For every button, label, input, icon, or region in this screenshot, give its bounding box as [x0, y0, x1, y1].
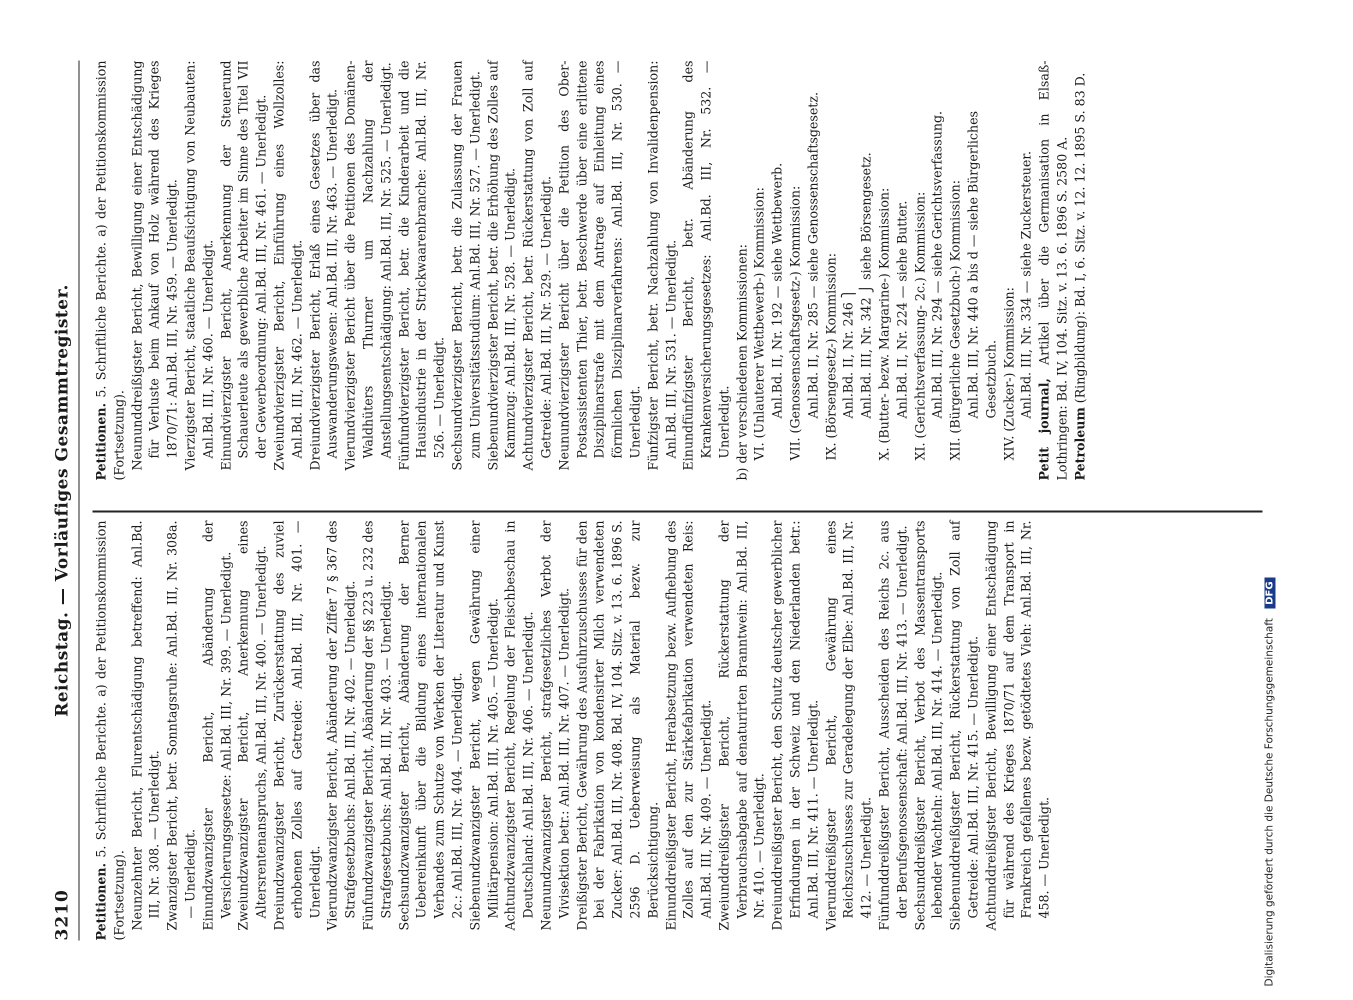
- index-entry: Zweiunddreißigster Bericht, Rückerstattung der Verbrauchsabgabe auf denaturirten Branntwein: Anl.Bd. III, Nr. 410. — Unerledigt.: [715, 520, 767, 930]
- index-entry: Sechsunddreißigster Bericht, Verbot des Massentransports lebender Wachteln: Anl.Bd. III, Nr. 414. — Unerledigt.: [911, 520, 945, 930]
- index-entry: Dreiunddreißigster Bericht, den Schutz deutscher gewerblicher Erfindungen in der Schweiz und den Niederlanden betr.: Anl.Bd. III, Nr. 411. — Unerledigt.: [769, 520, 820, 930]
- commission-label: XII. (Bürgerliche Gesetzbuch-) Kommission:: [947, 179, 963, 460]
- right-column: [92, 60, 1262, 480]
- right-lead-keyword: Petitionen.: [93, 402, 108, 480]
- commission-reference: Anl.Bd. III, Nr. 294 — siehe Gerichtsverfassung.: [929, 110, 945, 418]
- commission-label: X. (Butter- bezw. Margarine-) Kommission:: [876, 187, 892, 460]
- commission-reference: Anl.Bd. II, Nr. 246 ⎫: [840, 288, 856, 418]
- page-title: Reichstag. — Vorläufiges Gesammtregister.: [52, 283, 72, 717]
- commission-reference: Anl.Bd. II, Nr. 192 — siehe Wettbewerb.: [769, 162, 785, 418]
- commission-label: IX. (Börsengesetz-) Kommission:: [822, 252, 838, 460]
- commission-label: XIV. (Zucker-) Kommission:: [1000, 286, 1016, 460]
- petit-journal-keyword: Petit journal,: [1036, 377, 1052, 480]
- commission-reference: Anl.Bd. II, Nr. 224 — siehe Butter.: [893, 200, 909, 418]
- petroleum-entry: [1071, 60, 1089, 480]
- index-entry: Vierunddreißigster Bericht, Gewährung eines Reichszuschusses zur Geradelegung der Elbe: Anl.Bd. III, Nr. 412. — Unerledigt.: [822, 520, 874, 930]
- commission-item: [946, 60, 999, 480]
- commission-label: VI. (Unlauterer Wettbewerb-) Kommission:: [751, 186, 767, 460]
- right-lead: [92, 60, 128, 480]
- petroleum-keyword: Petroleum: [1071, 406, 1087, 480]
- column-divider: [92, 511, 1262, 513]
- index-entry: Einunddreißigster Bericht, Herabsetzung bezw. Aufhebung des Zolles auf den zur Stärkefabrikation verwendeten Reis: Anl.Bd. III, Nr. 409. — Unerledigt.: [662, 520, 714, 930]
- index-entry: Siebenundvierzigster Bericht, betr. die Erhöhung des Zolles auf Kammzug: Anl.Bd. III, Nr. 528. — Unerledigt.: [484, 60, 518, 470]
- index-entry: Fünfundvierzigster Bericht, betr. die Kinderarbeit und die Hausindustrie in der Strickwaarenbranche: Anl.Bd. III, Nr. 526. — Unerledigt.: [395, 60, 447, 470]
- index-entry: Vierundvierzigster Bericht über die Petitionen des Domänen-Waldhüters Thurner um Nachzahlung der Anstellungsentschädigung: Anl.Bd. III, Nr. 525. — Unerledigt.: [342, 60, 393, 470]
- dfg-note-text: Digitalisierung gefördert durch die Deutsche Forschungsgemeinschaft: [1263, 617, 1275, 986]
- commission-item: [822, 60, 875, 480]
- right-lead-text: 5. Schriftliche Berichte. a) der Petitionskommission (Fortsetzung).: [93, 60, 126, 480]
- index-entry: Vierzigster Bericht, staatliche Beaufsichtigung von Neubauten: Anl.Bd. III, Nr. 460. — Unerledigt.: [181, 60, 215, 470]
- commission-reference: Anl.Bd. III, Nr. 334 — siehe Zuckersteuer.: [1018, 150, 1034, 418]
- index-entry: Siebenunddreißigster Bericht, Rückerstattung von Zoll auf Getreide: Anl.Bd. III, Nr. 415. — Unerledigt.: [947, 520, 981, 930]
- index-entry: Dreiundzwanzigster Bericht, Zurückerstattung des zuviel erhobenen Zolles auf Getreide: Anl.Bd. III, Nr. 401. — Unerledigt.: [270, 520, 322, 930]
- index-entry: Fünfzigster Bericht, betr. Nachzahlung von Invalidenpension: Anl.Bd. III, Nr. 531. — Unerledigt.: [644, 60, 678, 470]
- page-number: 3210: [52, 888, 72, 940]
- petit-journal-entry: [1035, 60, 1071, 480]
- right-entries-list: [128, 60, 733, 480]
- commission-item: [1000, 60, 1036, 480]
- index-entry: Sechsundvierzigster Bericht, betr. die Zulassung der Frauen zum Universitätsstudium: Anl.Bd. III, Nr. 527. — Unerledigt.: [448, 60, 482, 470]
- commissions-list: [750, 60, 1035, 480]
- index-entry: Zweiundvierzigster Bericht, Einführung eines Wollzolles: Anl.Bd. III, Nr. 462. — Unerledigt.: [270, 60, 304, 470]
- petit-journal-text: Artikel über die Germanisation in Elsaß-Lothringen: Bd. IV, 104. Sitz. v. 13. 6. 1896 S. 2580 A.: [1036, 60, 1070, 480]
- commission-reference: Anl.Bd. III, Nr. 342 ⎭ siehe Börsengesetz.: [858, 151, 874, 418]
- left-lead: [92, 520, 128, 940]
- index-entry: Einundvierzigster Bericht, Anerkennung der Steuerund Schauerleute als gewerbliche Arbeiter im Sinne des Titel VII der Gewerbeordnung: Anl.Bd. III, Nr. 461. — Unerledigt.: [217, 60, 269, 470]
- commission-item: [875, 60, 911, 480]
- index-entry: Neunzehnter Bericht, Flurentschädigung betreffend: Anl.Bd. III, Nr. 308. — Unerledigt.: [128, 520, 162, 930]
- index-entry: Neununddreißigster Bericht, Bewilligung einer Entschädigung für Verluste beim Ankauf von Holz während des Krieges 1870/71: Anl.Bd. III, Nr. 459. — Unerledigt.: [128, 60, 180, 470]
- page-header: [52, 60, 79, 940]
- commission-reference: Anl.Bd. II, Nr. 285 — siehe Genossenschaftsgesetz.: [804, 91, 820, 418]
- index-entry: Achtunddreißigster Bericht, Bewilligung einer Entschädigung für während des Krieges 1870/71 auf dem Transport in Frankreich gefallenes bezw. getödtetes Vieh: Anl.Bd. III, Nr. 458. — Unerledigt.: [982, 520, 1052, 930]
- petroleum-text: (Ringbildung): Bd. I, 6. Sitz. v. 12. 12. 1895 S. 83 D.: [1071, 72, 1087, 407]
- index-entry: Achtundzwanzigster Bericht, Regelung der Fleischbeschau in Deutschland: Anl.Bd. III, Nr. 406. — Unerledigt.: [502, 520, 536, 930]
- dfg-logo-icon: DFG: [1264, 577, 1275, 608]
- index-entry: Fünfunddreißigster Bericht, Ausscheiden des Reichs 2c. aus der Berufsgenossenschaft: Anl.Bd. III, Nr. 413. — Unerledigt.: [876, 520, 909, 930]
- index-entry: Neunundzwanzigster Bericht, strafgesetzliches Verbot der Vivisektion betr.: Anl.Bd. III, Nr. 407. — Unerledigt.: [537, 520, 571, 930]
- index-entry: Vierundzwanzigster Bericht, Abänderung der Ziffer 7 § 367 des Strafgesetzbuchs: Anl.Bd. III, Nr. 402. — Unerledigt.: [324, 520, 358, 930]
- index-entry: Zweiundzwanzigster Bericht, Anerkennung eines Altersrentenanspruchs, Anl.Bd. III, Nr. 400. — Unerledigt.: [235, 520, 269, 930]
- commission-item: [786, 60, 822, 480]
- commission-reference: Anl.Bd. III, Nr. 440 a bis d — siehe Bürgerliches Gesetzbuch.: [965, 110, 998, 418]
- left-lead-text: 5. Schriftliche Berichte. a) der Petitionskommission (Fortsetzung).: [93, 520, 126, 940]
- index-entry: Achtundvierzigster Bericht, betr. Rückerstattung von Zoll auf Getreide: Anl.Bd. III, Nr. 529. — Unerledigt.: [520, 60, 553, 470]
- index-entry: Sechsundzwanzigster Bericht, Abänderung der Berner Uebereinkunft über die Bildung eines internationalen Verbandes zum Schutze von Werken der Literatur und Kunst 2c.: Anl.Bd. III, Nr. 404. — Unerledigt.: [395, 520, 464, 930]
- index-entry: Fünfundzwanzigster Bericht, Abänderung der §§ 223 u. 232 des Strafgesetzbuchs: Anl.Bd. III, Nr. 403. — Unerledigt.: [359, 520, 393, 930]
- index-entry: Einundzwanzigster Bericht, Abänderung der Versicherungsgesetze: Anl.Bd. III, Nr. 399. — Unerledigt.: [199, 520, 233, 930]
- commission-label: VII. (Genossenschaftsgesetz-) Kommission:: [787, 185, 803, 460]
- commission-item: [750, 60, 786, 480]
- index-entry: Dreißigster Bericht, Gewährung des Ausfuhrzuschusses für den bei der Fabrikation von kondensirter Milch verwendeten Zucker: Anl.Bd. III, Nr. 408. Bd. IV, 104. Sitz. v. 13. 6. 1896 S. 2596 D. Ueberweisung als Material bezw. zur Berücksichtigung.: [573, 520, 660, 930]
- index-entry: Einundfünfzigster Bericht, betr. Abänderung des Krankenversicherungsgesetzes: Anl.Bd. III, Nr. 532. — Unerledigt.: [680, 60, 731, 470]
- index-entry: Zwanzigster Bericht, betr. Sonntagsruhe: Anl.Bd. III, Nr. 308a. — Unerledigt.: [164, 520, 197, 930]
- commission-item: [911, 60, 947, 480]
- index-entry: Neunundvierzigster Bericht über die Petition des Ober-Postassistenten Thier, betr. Beschwerde über eine erlittene Disziplinarstrafe mit dem Antrage auf Einleitung eines förmlichen Disziplinarverfahrens: Anl.Bd. III, Nr. 530. — Unerledigt.: [555, 60, 642, 470]
- commission-label: XI. (Gerichtsverfassung- 2c.) Kommission:: [911, 191, 927, 460]
- left-column: [92, 520, 1262, 940]
- dfg-footer: [1263, 26, 1275, 986]
- left-lead-keyword: Petitionen.: [93, 862, 108, 940]
- commissions-heading: b) der verschiedenen Kommissionen:: [733, 243, 749, 480]
- index-entry: Siebenundzwanzigster Bericht, wegen Gewährung einer Militärpension: Anl.Bd. III, Nr. 405. — Unerledigt.: [466, 520, 500, 930]
- index-entry: Dreiundvierzigster Bericht, Erlaß eines Gesetzes über das Auswanderungswesen: Anl.Bd. III, Nr. 463. — Unerledigt.: [306, 60, 340, 470]
- left-entries-list: [128, 520, 1053, 940]
